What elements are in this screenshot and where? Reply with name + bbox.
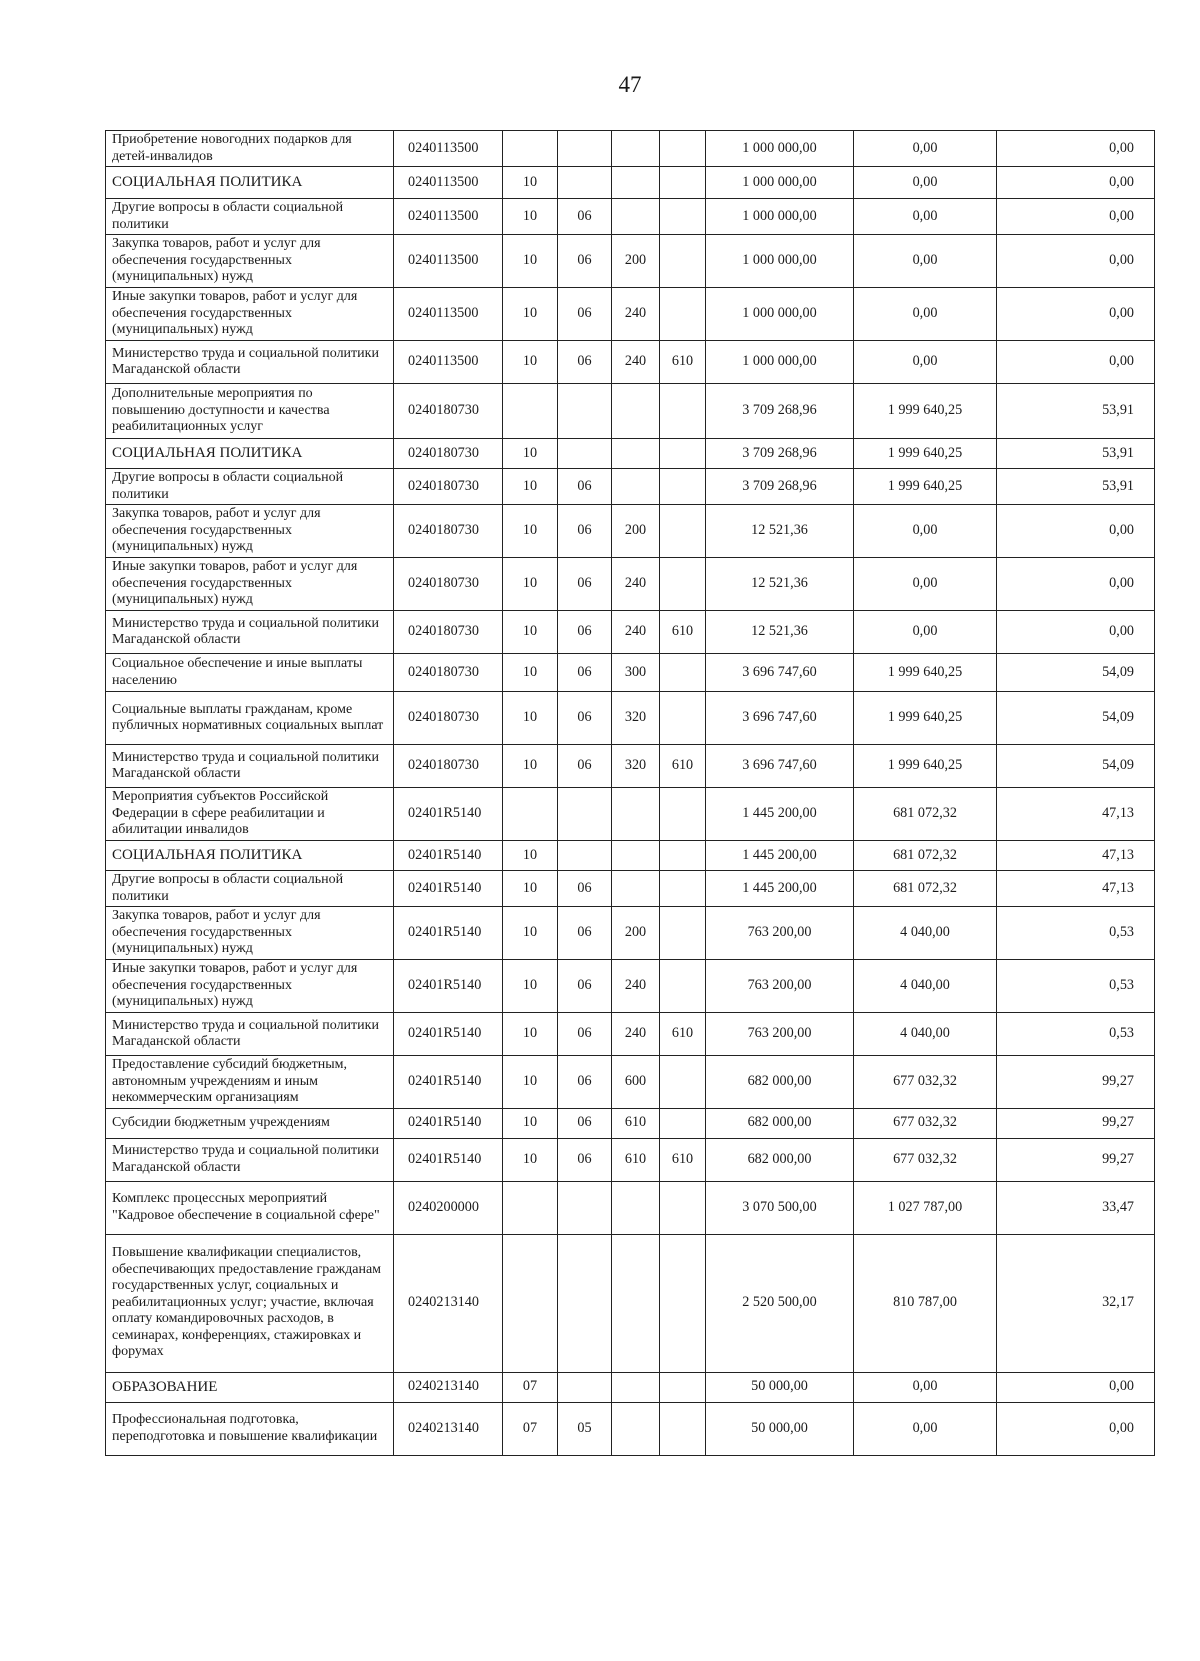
row-fact-cell: 0,00 bbox=[854, 505, 997, 558]
row-razdel-cell: 10 bbox=[503, 199, 558, 235]
table-row bbox=[106, 907, 1155, 960]
row-percent-cell: 0,00 bbox=[997, 131, 1155, 167]
row-percent-cell: 0,53 bbox=[997, 1013, 1155, 1056]
row-podrazdel-cell: 06 bbox=[558, 1138, 612, 1181]
row-code-cell: 0240180730 bbox=[394, 384, 503, 439]
table-row bbox=[106, 558, 1155, 611]
row-fact-cell: 681 072,32 bbox=[854, 788, 997, 841]
row-grbs-cell bbox=[660, 841, 706, 871]
table-row bbox=[106, 841, 1155, 871]
row-plan-cell: 1 445 200,00 bbox=[706, 841, 854, 871]
row-grbs-cell: 610 bbox=[660, 1013, 706, 1056]
row-percent-cell: 54,09 bbox=[997, 745, 1155, 788]
row-name-cell: Комплекс процессных мероприятий "Кадровое обеспечение в социальной сфере" bbox=[106, 1181, 394, 1234]
row-vr-cell bbox=[612, 788, 660, 841]
row-grbs-cell: 610 bbox=[660, 611, 706, 654]
row-grbs-cell: 610 bbox=[660, 1138, 706, 1181]
row-razdel-cell: 10 bbox=[503, 841, 558, 871]
row-code-cell: 0240180730 bbox=[394, 469, 503, 505]
row-grbs-cell bbox=[660, 167, 706, 199]
page-number: 47 bbox=[618, 72, 642, 97]
row-fact-cell: 0,00 bbox=[854, 1402, 997, 1455]
row-percent-cell: 32,17 bbox=[997, 1234, 1155, 1372]
row-podrazdel-cell bbox=[558, 841, 612, 871]
row-code-cell: 0240113500 bbox=[394, 167, 503, 199]
row-razdel-cell: 10 bbox=[503, 505, 558, 558]
row-percent-cell: 0,00 bbox=[997, 611, 1155, 654]
row-razdel-cell: 10 bbox=[503, 692, 558, 745]
row-grbs-cell bbox=[660, 235, 706, 288]
row-grbs-cell bbox=[660, 1372, 706, 1402]
row-grbs-cell bbox=[660, 1234, 706, 1372]
row-fact-cell: 677 032,32 bbox=[854, 1108, 997, 1138]
row-podrazdel-cell bbox=[558, 131, 612, 167]
row-razdel-cell: 10 bbox=[503, 1013, 558, 1056]
row-vr-cell bbox=[612, 469, 660, 505]
row-podrazdel-cell: 06 bbox=[558, 692, 612, 745]
row-plan-cell: 682 000,00 bbox=[706, 1056, 854, 1109]
row-vr-cell: 600 bbox=[612, 1056, 660, 1109]
row-fact-cell: 0,00 bbox=[854, 341, 997, 384]
row-plan-cell: 1 000 000,00 bbox=[706, 167, 854, 199]
row-plan-cell: 12 521,36 bbox=[706, 611, 854, 654]
table-row bbox=[106, 871, 1155, 907]
table-row bbox=[106, 1108, 1155, 1138]
row-plan-cell: 1 000 000,00 bbox=[706, 235, 854, 288]
table-row bbox=[106, 235, 1155, 288]
row-podrazdel-cell: 06 bbox=[558, 199, 612, 235]
row-fact-cell: 1 999 640,25 bbox=[854, 745, 997, 788]
row-razdel-cell: 10 bbox=[503, 1056, 558, 1109]
row-razdel-cell: 10 bbox=[503, 871, 558, 907]
row-grbs-cell bbox=[660, 692, 706, 745]
row-name-cell: Предоставление субсидий бюджетным, автономным учреждениям и иным некоммерческим организациям bbox=[106, 1056, 394, 1109]
row-razdel-cell: 07 bbox=[503, 1372, 558, 1402]
row-plan-cell: 682 000,00 bbox=[706, 1138, 854, 1181]
row-name-cell: Иные закупки товаров, работ и услуг для обеспечения государственных (муниципальных) нужд bbox=[106, 288, 394, 341]
row-fact-cell: 810 787,00 bbox=[854, 1234, 997, 1372]
row-podrazdel-cell: 06 bbox=[558, 558, 612, 611]
row-percent-cell: 53,91 bbox=[997, 384, 1155, 439]
row-code-cell: 02401R5140 bbox=[394, 871, 503, 907]
row-code-cell: 02401R5140 bbox=[394, 907, 503, 960]
row-fact-cell: 4 040,00 bbox=[854, 1013, 997, 1056]
row-name-cell: Иные закупки товаров, работ и услуг для обеспечения государственных (муниципальных) нужд bbox=[106, 558, 394, 611]
row-razdel-cell: 10 bbox=[503, 235, 558, 288]
row-razdel-cell bbox=[503, 1234, 558, 1372]
row-razdel-cell: 10 bbox=[503, 558, 558, 611]
row-razdel-cell: 10 bbox=[503, 745, 558, 788]
row-razdel-cell: 10 bbox=[503, 907, 558, 960]
row-grbs-cell bbox=[660, 1108, 706, 1138]
row-name-cell: ОБРАЗОВАНИЕ bbox=[106, 1372, 394, 1402]
row-razdel-cell: 10 bbox=[503, 960, 558, 1013]
row-code-cell: 0240113500 bbox=[394, 341, 503, 384]
row-fact-cell: 0,00 bbox=[854, 199, 997, 235]
row-razdel-cell bbox=[503, 1181, 558, 1234]
row-podrazdel-cell bbox=[558, 439, 612, 469]
row-fact-cell: 1 999 640,25 bbox=[854, 439, 997, 469]
table-row bbox=[106, 469, 1155, 505]
row-code-cell: 0240200000 bbox=[394, 1181, 503, 1234]
row-podrazdel-cell bbox=[558, 1234, 612, 1372]
row-plan-cell: 682 000,00 bbox=[706, 1108, 854, 1138]
row-grbs-cell bbox=[660, 1181, 706, 1234]
row-razdel-cell: 10 bbox=[503, 341, 558, 384]
row-percent-cell: 0,00 bbox=[997, 167, 1155, 199]
row-vr-cell: 200 bbox=[612, 907, 660, 960]
table-row bbox=[106, 611, 1155, 654]
table-row bbox=[106, 654, 1155, 692]
row-podrazdel-cell: 06 bbox=[558, 871, 612, 907]
table-body bbox=[106, 131, 1155, 1456]
row-podrazdel-cell: 06 bbox=[558, 469, 612, 505]
row-percent-cell: 54,09 bbox=[997, 692, 1155, 745]
row-code-cell: 0240180730 bbox=[394, 654, 503, 692]
row-grbs-cell: 610 bbox=[660, 341, 706, 384]
row-razdel-cell: 10 bbox=[503, 1108, 558, 1138]
row-podrazdel-cell bbox=[558, 384, 612, 439]
row-name-cell: Другие вопросы в области социальной политики bbox=[106, 199, 394, 235]
row-vr-cell bbox=[612, 131, 660, 167]
row-vr-cell bbox=[612, 1181, 660, 1234]
row-percent-cell: 0,00 bbox=[997, 1402, 1155, 1455]
row-podrazdel-cell: 06 bbox=[558, 1056, 612, 1109]
table-row bbox=[106, 745, 1155, 788]
row-podrazdel-cell: 06 bbox=[558, 654, 612, 692]
row-razdel-cell: 10 bbox=[503, 167, 558, 199]
row-name-cell: Мероприятия субъектов Российской Федерации в сфере реабилитации и абилитации инвалидов bbox=[106, 788, 394, 841]
row-fact-cell: 0,00 bbox=[854, 288, 997, 341]
row-code-cell: 0240180730 bbox=[394, 692, 503, 745]
row-code-cell: 0240113500 bbox=[394, 235, 503, 288]
row-plan-cell: 2 520 500,00 bbox=[706, 1234, 854, 1372]
row-name-cell: Закупка товаров, работ и услуг для обеспечения государственных (муниципальных) нужд bbox=[106, 907, 394, 960]
row-fact-cell: 0,00 bbox=[854, 611, 997, 654]
row-name-cell: Социальные выплаты гражданам, кроме публичных нормативных социальных выплат bbox=[106, 692, 394, 745]
row-percent-cell: 0,00 bbox=[997, 505, 1155, 558]
row-name-cell: Субсидии бюджетным учреждениям bbox=[106, 1108, 394, 1138]
row-podrazdel-cell: 05 bbox=[558, 1402, 612, 1455]
row-vr-cell bbox=[612, 199, 660, 235]
row-percent-cell: 0,00 bbox=[997, 235, 1155, 288]
table-row bbox=[106, 341, 1155, 384]
row-podrazdel-cell: 06 bbox=[558, 1013, 612, 1056]
row-name-cell: Министерство труда и социальной политики Магаданской области bbox=[106, 611, 394, 654]
row-code-cell: 02401R5140 bbox=[394, 1056, 503, 1109]
row-vr-cell: 200 bbox=[612, 235, 660, 288]
row-fact-cell: 681 072,32 bbox=[854, 871, 997, 907]
row-grbs-cell bbox=[660, 960, 706, 1013]
row-name-cell: Министерство труда и социальной политики Магаданской области bbox=[106, 1138, 394, 1181]
row-plan-cell: 1 000 000,00 bbox=[706, 341, 854, 384]
row-name-cell: Другие вопросы в области социальной политики bbox=[106, 871, 394, 907]
row-plan-cell: 3 070 500,00 bbox=[706, 1181, 854, 1234]
row-podrazdel-cell: 06 bbox=[558, 341, 612, 384]
row-grbs-cell bbox=[660, 469, 706, 505]
table-row bbox=[106, 1402, 1155, 1455]
row-percent-cell: 0,00 bbox=[997, 1372, 1155, 1402]
row-percent-cell: 33,47 bbox=[997, 1181, 1155, 1234]
row-code-cell: 0240113500 bbox=[394, 131, 503, 167]
row-fact-cell: 1 999 640,25 bbox=[854, 469, 997, 505]
row-plan-cell: 12 521,36 bbox=[706, 505, 854, 558]
row-code-cell: 0240180730 bbox=[394, 505, 503, 558]
row-vr-cell bbox=[612, 439, 660, 469]
row-vr-cell bbox=[612, 871, 660, 907]
row-name-cell: Иные закупки товаров, работ и услуг для обеспечения государственных (муниципальных) нужд bbox=[106, 960, 394, 1013]
row-fact-cell: 1 999 640,25 bbox=[854, 384, 997, 439]
row-vr-cell: 240 bbox=[612, 611, 660, 654]
row-percent-cell: 0,00 bbox=[997, 199, 1155, 235]
row-grbs-cell bbox=[660, 505, 706, 558]
row-code-cell: 0240213140 bbox=[394, 1372, 503, 1402]
row-name-cell: Повышение квалификации специалистов, обеспечивающих предоставление гражданам государственных услуг, социальных и реабилитационных услуг; участие, включая оплату командировочных расходов, в семинарах, конференциях, стажировках и форумах bbox=[106, 1234, 394, 1372]
row-podrazdel-cell bbox=[558, 1181, 612, 1234]
row-fact-cell: 0,00 bbox=[854, 558, 997, 611]
row-percent-cell: 47,13 bbox=[997, 788, 1155, 841]
row-code-cell: 0240180730 bbox=[394, 558, 503, 611]
row-plan-cell: 3 696 747,60 bbox=[706, 692, 854, 745]
table-row bbox=[106, 788, 1155, 841]
row-razdel-cell bbox=[503, 131, 558, 167]
row-name-cell: Закупка товаров, работ и услуг для обеспечения государственных (муниципальных) нужд bbox=[106, 235, 394, 288]
row-vr-cell bbox=[612, 1402, 660, 1455]
row-razdel-cell: 10 bbox=[503, 288, 558, 341]
row-fact-cell: 1 999 640,25 bbox=[854, 654, 997, 692]
row-code-cell: 02401R5140 bbox=[394, 1138, 503, 1181]
row-plan-cell: 763 200,00 bbox=[706, 960, 854, 1013]
row-plan-cell: 1 445 200,00 bbox=[706, 788, 854, 841]
row-grbs-cell bbox=[660, 439, 706, 469]
row-percent-cell: 99,27 bbox=[997, 1056, 1155, 1109]
row-vr-cell: 320 bbox=[612, 745, 660, 788]
row-percent-cell: 53,91 bbox=[997, 469, 1155, 505]
row-code-cell: 02401R5140 bbox=[394, 1108, 503, 1138]
row-percent-cell: 0,53 bbox=[997, 907, 1155, 960]
table-row bbox=[106, 167, 1155, 199]
row-grbs-cell bbox=[660, 907, 706, 960]
row-razdel-cell bbox=[503, 384, 558, 439]
row-fact-cell: 677 032,32 bbox=[854, 1138, 997, 1181]
row-vr-cell bbox=[612, 1234, 660, 1372]
row-vr-cell: 200 bbox=[612, 505, 660, 558]
table-row bbox=[106, 505, 1155, 558]
table-row bbox=[106, 1013, 1155, 1056]
row-fact-cell: 0,00 bbox=[854, 1372, 997, 1402]
table-row bbox=[106, 199, 1155, 235]
row-grbs-cell bbox=[660, 871, 706, 907]
row-vr-cell: 610 bbox=[612, 1138, 660, 1181]
row-grbs-cell: 610 bbox=[660, 745, 706, 788]
row-vr-cell: 300 bbox=[612, 654, 660, 692]
row-code-cell: 0240213140 bbox=[394, 1234, 503, 1372]
row-razdel-cell: 10 bbox=[503, 611, 558, 654]
row-vr-cell bbox=[612, 167, 660, 199]
row-name-cell: СОЦИАЛЬНАЯ ПОЛИТИКА bbox=[106, 841, 394, 871]
table-row bbox=[106, 1181, 1155, 1234]
row-fact-cell: 4 040,00 bbox=[854, 960, 997, 1013]
row-grbs-cell bbox=[660, 288, 706, 341]
row-grbs-cell bbox=[660, 199, 706, 235]
row-plan-cell: 50 000,00 bbox=[706, 1402, 854, 1455]
row-percent-cell: 0,00 bbox=[997, 558, 1155, 611]
row-vr-cell: 610 bbox=[612, 1108, 660, 1138]
row-vr-cell: 240 bbox=[612, 558, 660, 611]
row-percent-cell: 0,00 bbox=[997, 288, 1155, 341]
row-percent-cell: 0,53 bbox=[997, 960, 1155, 1013]
row-code-cell: 02401R5140 bbox=[394, 960, 503, 1013]
row-podrazdel-cell: 06 bbox=[558, 745, 612, 788]
row-plan-cell: 3 709 268,96 bbox=[706, 469, 854, 505]
row-grbs-cell bbox=[660, 788, 706, 841]
row-code-cell: 02401R5140 bbox=[394, 841, 503, 871]
row-vr-cell bbox=[612, 841, 660, 871]
row-code-cell: 0240180730 bbox=[394, 745, 503, 788]
row-podrazdel-cell: 06 bbox=[558, 960, 612, 1013]
row-name-cell: Министерство труда и социальной политики Магаданской области bbox=[106, 745, 394, 788]
row-grbs-cell bbox=[660, 558, 706, 611]
row-fact-cell: 4 040,00 bbox=[854, 907, 997, 960]
row-vr-cell: 320 bbox=[612, 692, 660, 745]
row-plan-cell: 50 000,00 bbox=[706, 1372, 854, 1402]
table-row bbox=[106, 288, 1155, 341]
row-grbs-cell bbox=[660, 384, 706, 439]
row-vr-cell: 240 bbox=[612, 960, 660, 1013]
row-code-cell: 0240113500 bbox=[394, 199, 503, 235]
row-name-cell: Другие вопросы в области социальной политики bbox=[106, 469, 394, 505]
row-podrazdel-cell bbox=[558, 167, 612, 199]
row-grbs-cell bbox=[660, 654, 706, 692]
row-vr-cell bbox=[612, 384, 660, 439]
row-plan-cell: 763 200,00 bbox=[706, 1013, 854, 1056]
row-razdel-cell: 10 bbox=[503, 1138, 558, 1181]
row-code-cell: 02401R5140 bbox=[394, 788, 503, 841]
row-podrazdel-cell bbox=[558, 1372, 612, 1402]
row-fact-cell: 0,00 bbox=[854, 131, 997, 167]
row-podrazdel-cell: 06 bbox=[558, 611, 612, 654]
row-vr-cell: 240 bbox=[612, 341, 660, 384]
row-plan-cell: 1 000 000,00 bbox=[706, 199, 854, 235]
row-podrazdel-cell: 06 bbox=[558, 235, 612, 288]
row-plan-cell: 1 000 000,00 bbox=[706, 288, 854, 341]
row-plan-cell: 1 445 200,00 bbox=[706, 871, 854, 907]
row-vr-cell: 240 bbox=[612, 288, 660, 341]
row-razdel-cell: 10 bbox=[503, 654, 558, 692]
row-fact-cell: 0,00 bbox=[854, 235, 997, 288]
row-fact-cell: 681 072,32 bbox=[854, 841, 997, 871]
row-percent-cell: 47,13 bbox=[997, 871, 1155, 907]
row-podrazdel-cell: 06 bbox=[558, 288, 612, 341]
row-name-cell: Дополнительные мероприятия по повышению доступности и качества реабилитационных услуг bbox=[106, 384, 394, 439]
row-podrazdel-cell: 06 bbox=[558, 505, 612, 558]
row-name-cell: СОЦИАЛЬНАЯ ПОЛИТИКА bbox=[106, 167, 394, 199]
row-podrazdel-cell: 06 bbox=[558, 1108, 612, 1138]
row-podrazdel-cell: 06 bbox=[558, 907, 612, 960]
row-code-cell: 0240213140 bbox=[394, 1402, 503, 1455]
row-razdel-cell bbox=[503, 788, 558, 841]
row-plan-cell: 3 696 747,60 bbox=[706, 654, 854, 692]
row-code-cell: 0240180730 bbox=[394, 439, 503, 469]
row-percent-cell: 47,13 bbox=[997, 841, 1155, 871]
row-plan-cell: 763 200,00 bbox=[706, 907, 854, 960]
row-plan-cell: 1 000 000,00 bbox=[706, 131, 854, 167]
row-plan-cell: 3 696 747,60 bbox=[706, 745, 854, 788]
row-razdel-cell: 10 bbox=[503, 439, 558, 469]
row-fact-cell: 677 032,32 bbox=[854, 1056, 997, 1109]
table-row bbox=[106, 1372, 1155, 1402]
row-code-cell: 02401R5140 bbox=[394, 1013, 503, 1056]
row-razdel-cell: 10 bbox=[503, 469, 558, 505]
row-fact-cell: 0,00 bbox=[854, 167, 997, 199]
budget-execution-table bbox=[105, 130, 1155, 1456]
row-code-cell: 0240180730 bbox=[394, 611, 503, 654]
row-razdel-cell: 07 bbox=[503, 1402, 558, 1455]
row-grbs-cell bbox=[660, 1402, 706, 1455]
row-percent-cell: 53,91 bbox=[997, 439, 1155, 469]
row-fact-cell: 1 999 640,25 bbox=[854, 692, 997, 745]
row-name-cell: Профессиональная подготовка, переподготовка и повышение квалификации bbox=[106, 1402, 394, 1455]
row-plan-cell: 3 709 268,96 bbox=[706, 384, 854, 439]
row-podrazdel-cell bbox=[558, 788, 612, 841]
row-name-cell: Приобретение новогодних подарков для детей-инвалидов bbox=[106, 131, 394, 167]
row-percent-cell: 54,09 bbox=[997, 654, 1155, 692]
table-row bbox=[106, 1138, 1155, 1181]
row-plan-cell: 12 521,36 bbox=[706, 558, 854, 611]
table-row bbox=[106, 1234, 1155, 1372]
table-row bbox=[106, 439, 1155, 469]
row-vr-cell bbox=[612, 1372, 660, 1402]
table-row bbox=[106, 384, 1155, 439]
table-row bbox=[106, 960, 1155, 1013]
row-name-cell: СОЦИАЛЬНАЯ ПОЛИТИКА bbox=[106, 439, 394, 469]
row-percent-cell: 99,27 bbox=[997, 1108, 1155, 1138]
row-name-cell: Закупка товаров, работ и услуг для обеспечения государственных (муниципальных) нужд bbox=[106, 505, 394, 558]
row-percent-cell: 0,00 bbox=[997, 341, 1155, 384]
row-name-cell: Министерство труда и социальной политики Магаданской области bbox=[106, 341, 394, 384]
row-grbs-cell bbox=[660, 1056, 706, 1109]
row-plan-cell: 3 709 268,96 bbox=[706, 439, 854, 469]
table-row bbox=[106, 692, 1155, 745]
row-fact-cell: 1 027 787,00 bbox=[854, 1181, 997, 1234]
row-name-cell: Министерство труда и социальной политики Магаданской области bbox=[106, 1013, 394, 1056]
row-code-cell: 0240113500 bbox=[394, 288, 503, 341]
row-grbs-cell bbox=[660, 131, 706, 167]
row-name-cell: Социальное обеспечение и иные выплаты населению bbox=[106, 654, 394, 692]
table-row bbox=[106, 1056, 1155, 1109]
table-row bbox=[106, 131, 1155, 167]
row-vr-cell: 240 bbox=[612, 1013, 660, 1056]
row-percent-cell: 99,27 bbox=[997, 1138, 1155, 1181]
